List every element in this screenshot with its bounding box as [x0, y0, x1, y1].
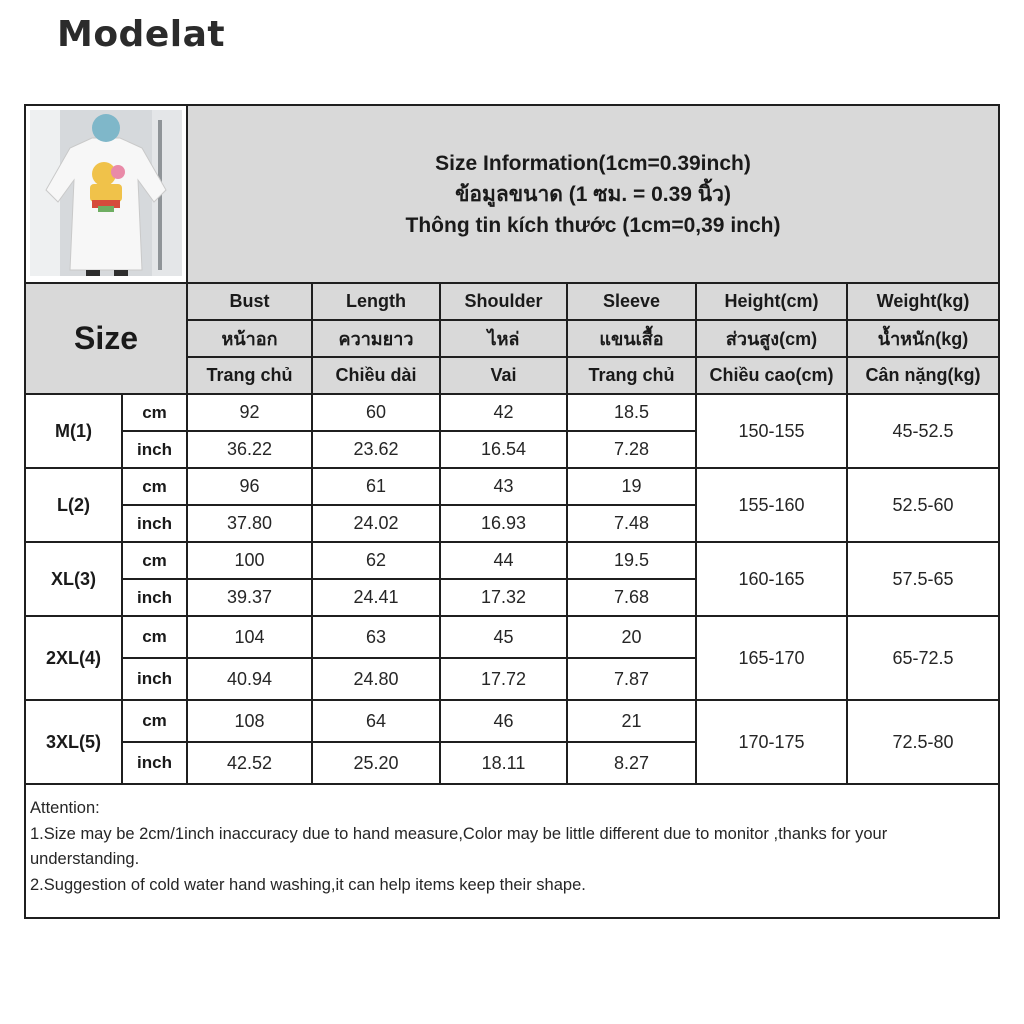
table-row	[26, 468, 998, 505]
table-row	[26, 542, 998, 579]
col-header-weight: Weight(kg)	[847, 283, 998, 320]
size-chart	[24, 104, 1000, 919]
weight-range: 65-72.5	[847, 616, 998, 700]
shoulder-value: 46	[440, 700, 567, 742]
height-range: 150-155	[696, 394, 847, 468]
length-value: 61	[312, 468, 440, 505]
sleeve-value: 19	[567, 468, 696, 505]
shoulder-value: 43	[440, 468, 567, 505]
col-header-bust-th: หน้าอก	[187, 320, 312, 357]
shoulder-value: 17.72	[440, 658, 567, 700]
col-header-shoulder-vi: Vai	[440, 357, 567, 394]
shoulder-value: 44	[440, 542, 567, 579]
title-line-en: Size Information(1cm=0.39inch)	[435, 151, 751, 175]
size-name: XL(3)	[26, 542, 122, 616]
unit-label: cm	[122, 616, 187, 658]
unit-label: inch	[122, 658, 187, 700]
weight-range: 52.5-60	[847, 468, 998, 542]
unit-label: inch	[122, 431, 187, 468]
bust-value: 96	[187, 468, 312, 505]
title-line-vi: Thông tin kích thước (1cm=0,39 inch)	[405, 213, 781, 237]
bust-value: 108	[187, 700, 312, 742]
length-value: 25.20	[312, 742, 440, 784]
bust-value: 36.22	[187, 431, 312, 468]
sleeve-value: 7.28	[567, 431, 696, 468]
shoulder-value: 18.11	[440, 742, 567, 784]
sleeve-value: 8.27	[567, 742, 696, 784]
sleeve-value: 20	[567, 616, 696, 658]
col-header-length-th: ความยาว	[312, 320, 440, 357]
product-photo-cell	[26, 106, 187, 283]
sleeve-value: 7.68	[567, 579, 696, 616]
table-row	[26, 700, 998, 742]
unit-label: inch	[122, 742, 187, 784]
weight-range: 72.5-80	[847, 700, 998, 784]
shoulder-value: 16.54	[440, 431, 567, 468]
bust-value: 37.80	[187, 505, 312, 542]
weight-range: 45-52.5	[847, 394, 998, 468]
height-range: 165-170	[696, 616, 847, 700]
length-value: 63	[312, 616, 440, 658]
title-line-th: ข้อมูลขนาด (1 ซม. = 0.39 นิ้ว)	[455, 182, 731, 206]
col-header-sleeve-vi: Trang chủ	[567, 357, 696, 394]
size-name: M(1)	[26, 394, 122, 468]
bust-value: 100	[187, 542, 312, 579]
col-header-sleeve-th: แขนเสื้อ	[567, 320, 696, 357]
sleeve-value: 7.87	[567, 658, 696, 700]
size-info-title	[187, 106, 998, 283]
product-photo	[30, 110, 182, 276]
brand-logo: Modelat	[57, 14, 226, 55]
bust-value: 104	[187, 616, 312, 658]
height-range: 155-160	[696, 468, 847, 542]
sleeve-value: 19.5	[567, 542, 696, 579]
col-header-shoulder-th: ไหล่	[440, 320, 567, 357]
shoulder-value: 17.32	[440, 579, 567, 616]
sleeve-value: 21	[567, 700, 696, 742]
size-header: Size	[26, 283, 187, 394]
sleeve-value: 18.5	[567, 394, 696, 431]
attention-notes	[30, 796, 990, 898]
table-row	[26, 616, 998, 658]
height-range: 170-175	[696, 700, 847, 784]
height-range: 160-165	[696, 542, 847, 616]
weight-range: 57.5-65	[847, 542, 998, 616]
shoulder-value: 16.93	[440, 505, 567, 542]
size-table	[26, 106, 998, 785]
unit-label: cm	[122, 542, 187, 579]
col-header-bust: Bust	[187, 283, 312, 320]
bust-value: 39.37	[187, 579, 312, 616]
size-name: 2XL(4)	[26, 616, 122, 700]
length-value: 62	[312, 542, 440, 579]
size-name: L(2)	[26, 468, 122, 542]
unit-label: cm	[122, 394, 187, 431]
unit-label: inch	[122, 579, 187, 616]
length-value: 23.62	[312, 431, 440, 468]
col-header-weight-vi: Cân nặng(kg)	[847, 357, 998, 394]
length-value: 60	[312, 394, 440, 431]
col-header-bust-vi: Trang chủ	[187, 357, 312, 394]
col-header-weight-th: น้ำหนัก(kg)	[847, 320, 998, 357]
bust-value: 92	[187, 394, 312, 431]
col-header-length-vi: Chiều dài	[312, 357, 440, 394]
note-item: 2.Suggestion of cold water hand washing,it can help items keep their shape.	[30, 875, 586, 894]
col-header-length: Length	[312, 283, 440, 320]
notes-heading: Attention:	[30, 799, 100, 817]
length-value: 24.80	[312, 658, 440, 700]
unit-label: cm	[122, 468, 187, 505]
col-header-shoulder: Shoulder	[440, 283, 567, 320]
length-value: 24.02	[312, 505, 440, 542]
table-row	[26, 394, 998, 431]
unit-label: inch	[122, 505, 187, 542]
shoulder-value: 42	[440, 394, 567, 431]
unit-label: cm	[122, 700, 187, 742]
col-header-height: Height(cm)	[696, 283, 847, 320]
bust-value: 42.52	[187, 742, 312, 784]
bust-value: 40.94	[187, 658, 312, 700]
col-header-height-vi: Chiều cao(cm)	[696, 357, 847, 394]
col-header-height-th: ส่วนสูง(cm)	[696, 320, 847, 357]
col-header-sleeve: Sleeve	[567, 283, 696, 320]
length-value: 24.41	[312, 579, 440, 616]
length-value: 64	[312, 700, 440, 742]
size-name: 3XL(5)	[26, 700, 122, 784]
note-item: 1.Size may be 2cm/1inch inaccuracy due to hand measure,Color may be little different due to monitor ,thanks for your understanding.	[30, 824, 888, 868]
shoulder-value: 45	[440, 616, 567, 658]
sleeve-value: 7.48	[567, 505, 696, 542]
